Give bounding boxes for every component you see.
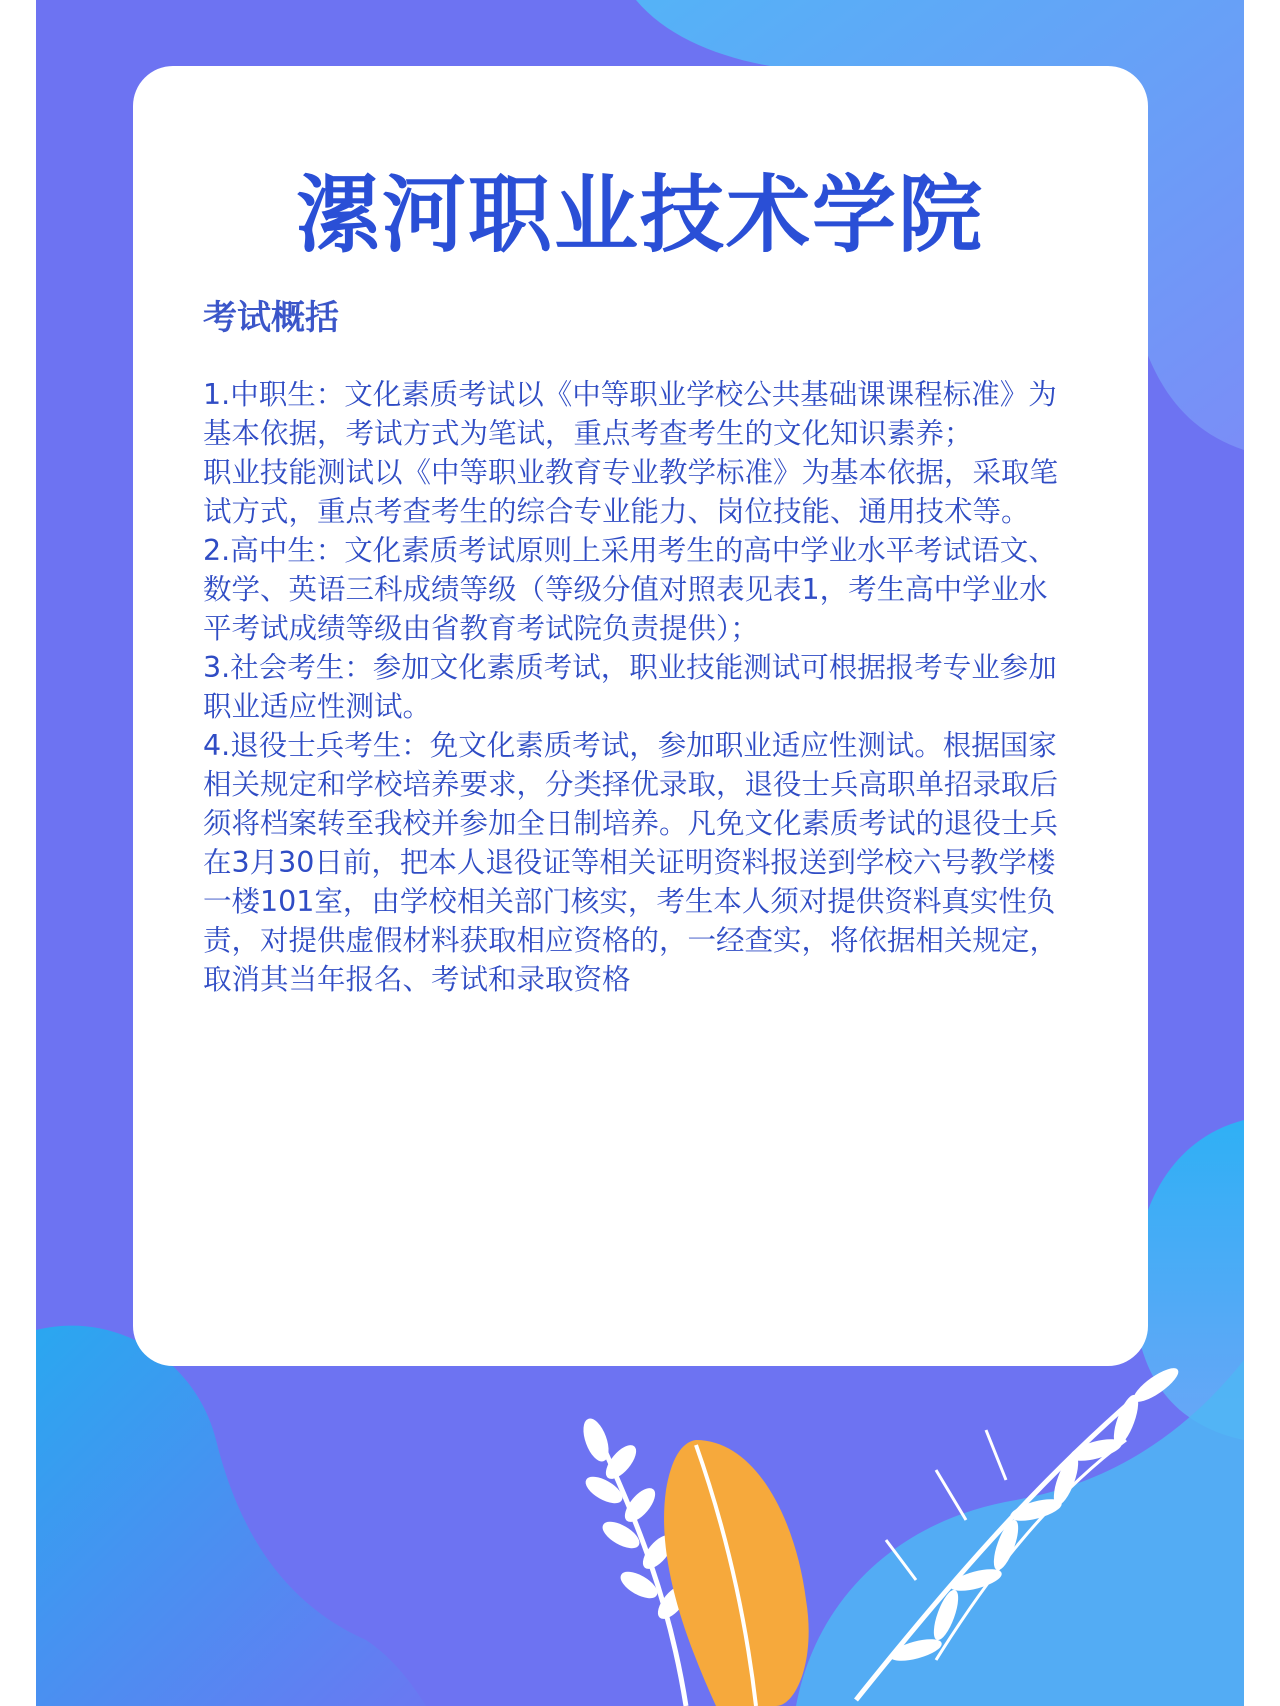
paragraph-secondary-vocational: 1.中职生：文化素质考试以《中等职业学校公共基础课课程标准》为基本依据，考试方式为笔试，重点考查考生的文化知识素养； [203, 378, 1057, 450]
paragraph-social-candidates: 3.社会考生：参加文化素质考试，职业技能测试可根据报考专业参加职业适应性测试。 [203, 651, 1057, 723]
wave-bottom-right [796, 1360, 1244, 1706]
orange-leaf-decoration [664, 1440, 809, 1706]
paragraph-high-school: 2.高中生：文化素质考试原则上采用考生的高中学业水平考试语文、数学、英语三科成绩等级（等级分值对照表见表1，考生高中学业水平考试成绩等级由省教育考试院负责提供）； [203, 534, 1057, 645]
paragraph-vocational-skills: 职业技能测试以《中等职业教育专业教学标准》为基本依据，采取笔试方式，重点考查考生的综合专业能力、岗位技能、通用技术等。 [203, 456, 1059, 528]
page-title: 漯河职业技术学院 [295, 166, 984, 264]
wave-bottom-left [36, 1326, 426, 1706]
section-heading: 考试概括 [203, 298, 339, 338]
paragraph-veterans: 4.退役士兵考生：免文化素质考试，参加职业适应性测试。根据国家相关规定和学校培养要求，分类择优录取，退役士兵高职单招录取后须将档案转至我校并参加全日制培养。凡免文化素质考试的退役士兵在3月30日前，把本人退役证等相关证明资料报送到学校六号教学楼一楼101室，由学校相关部门核实，考生本人须对提供资料真实性负责，对提供虚假材料获取相应资格的，一经查实，将依据相关规定，取消其当年报名、考试和录取资格 [203, 729, 1059, 996]
exam-overview-body [203, 375, 1063, 999]
